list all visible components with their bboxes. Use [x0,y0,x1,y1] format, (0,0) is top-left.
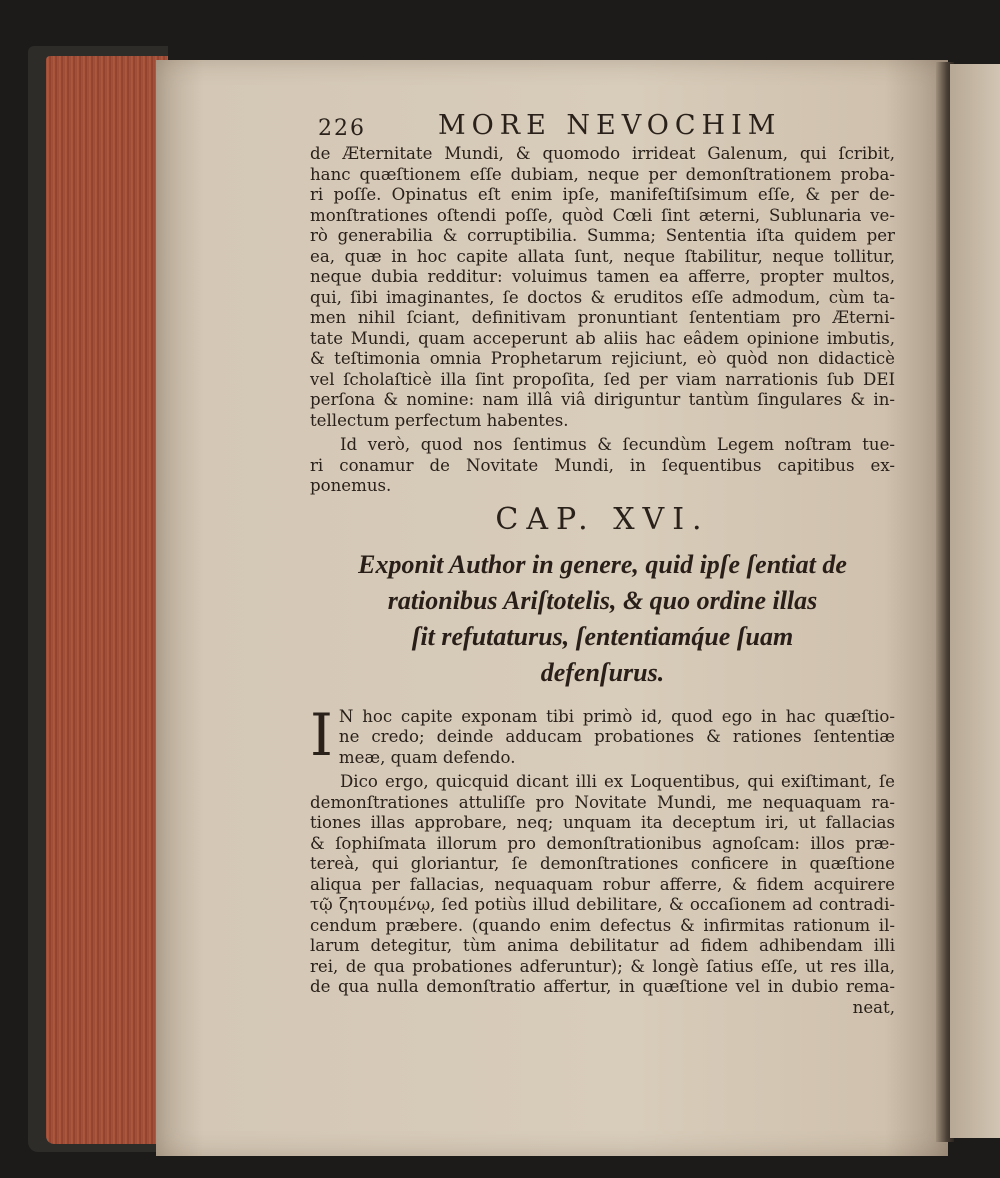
text-line: tate Mundi, quam acceperunt ab aliis hac eâdem opinione imbutis, [310,328,895,348]
page-edges [46,56,168,1144]
drop-cap: I [310,700,333,769]
text-line: ea, quæ in hoc capite allata ſunt, neque ſtabilitur, neque tollitur, [310,246,895,266]
catchword: neat, [852,997,895,1017]
text-line: tereà, qui gloriantur, ſe demonſtrationes conficere in quæſtione [310,854,895,873]
text-line: ponemus. [310,476,392,495]
page-number: 226 [318,116,366,141]
running-head [310,110,895,144]
text-line: ri conamur de Novitate Mundi, in ſequentibus capitibus ex- [310,455,895,475]
facing-page [950,64,1000,1138]
text-line: tiones illas approbare, neq; unquam ita deceptum iri, ut fallacias [310,813,895,832]
paragraph-1 [310,144,895,431]
text-line: men nihil ſciant, definitivam pronuntiant ſententiam pro Æterni- [310,308,895,327]
text-line: qui, ſibi imaginantes, ſe doctos & eruditos eſſe admodum, cùm ta- [310,287,895,307]
text-line: perſona & nomine: nam illâ viâ diriguntur tantùm ſingulares & in- [310,390,895,409]
text-line: tellectum perfectum habentes. [310,410,569,430]
text-line: ri poſſe. Opinatus eſt enim ipſe, manifeſtiſsimum eſſe, & per de- [310,185,895,204]
text-line: meæ, quam defendo. [338,747,516,767]
text-line: hanc quæſtionem eſſe dubiam, neque per demonſtrationem proba- [310,164,895,184]
chapter-heading: CAP. XVI. [495,501,710,537]
text-line: cendum præbere. (quando enim defectus & infirmitas rationum il- [310,915,895,935]
page-text [310,110,895,1018]
text-line: & ſophiſmata illorum pro demonſtrationibus agnoſcam: illos præ- [310,833,895,853]
text-line: de qua nulla demonſtratio affertur, in quæſtione vel in dubio rema- [310,977,895,996]
text-line: de Æternitate Mundi, & quomodo irrideat Galenum, qui ſcribit, [310,144,895,163]
text-line: monſtrationes oſtendi poſſe, quòd Cœli ſint æterni, Sublunaria ve- [310,205,895,225]
text-line: & teſtimonia omnia Prophetarum rejiciunt, eò quòd non didacticè [310,349,895,368]
paragraph-4 [310,772,895,998]
running-title: MORE NEVOCHIM [438,110,782,141]
text-line: Id verò, quod nos ſentimus & ſecundùm Legem noſtram tue- [340,435,895,454]
text-line: rei, de qua probationes adferuntur); & longè ſatius eſſe, ut res illa, [310,956,895,976]
text-line: rò generabilia & corruptibilia. Summa; Sententia iſta quidem per [310,226,895,245]
subtitle-line: ſit refutaturus, ſententiamq́ue ſuam [411,621,794,651]
paragraph-2 [310,435,895,497]
text-line: larum detegitur, tùm anima debilitatur ad fidem adhibendam illi [310,936,895,955]
text-line: demonſtrationes attuliſſe pro Novitate Mundi, me nequaquam ra- [310,792,895,812]
text-line: neque dubia redditur: voluimus tamen ea afferre, propter multos, [310,267,895,286]
text-line: Dico ergo, quicquid dicant illi ex Loquentibus, qui exiſtimant, ſe [340,772,895,791]
text-line: N hoc capite exponam tibi primò id, quod ego in hac quæſtio- [338,706,895,726]
subtitle-line: Exponit Author in genere, quid ipſe ſentiat de [358,549,847,579]
text-line: vel ſcholaſticè illa ſint propoſita, ſed per viam narrationis ſub DEI [310,369,895,389]
subtitle-line: defenſurus. [540,657,665,687]
subtitle-line: rationibus Ariſtotelis, & quo ordine illas [387,585,818,615]
text-line: aliqua per fallacias, nequaquam robur afferre, & fidem acquirere [310,874,895,894]
paragraph-3 [310,700,895,769]
text-line: ne credo; deinde adducam probationes & rationes ſententiæ [338,727,895,746]
chapter-subtitle [310,547,895,691]
text-line: τῷ ζητουμένῳ, ſed potiùs illud debilitare, & occaſionem ad contradi- [310,895,895,914]
